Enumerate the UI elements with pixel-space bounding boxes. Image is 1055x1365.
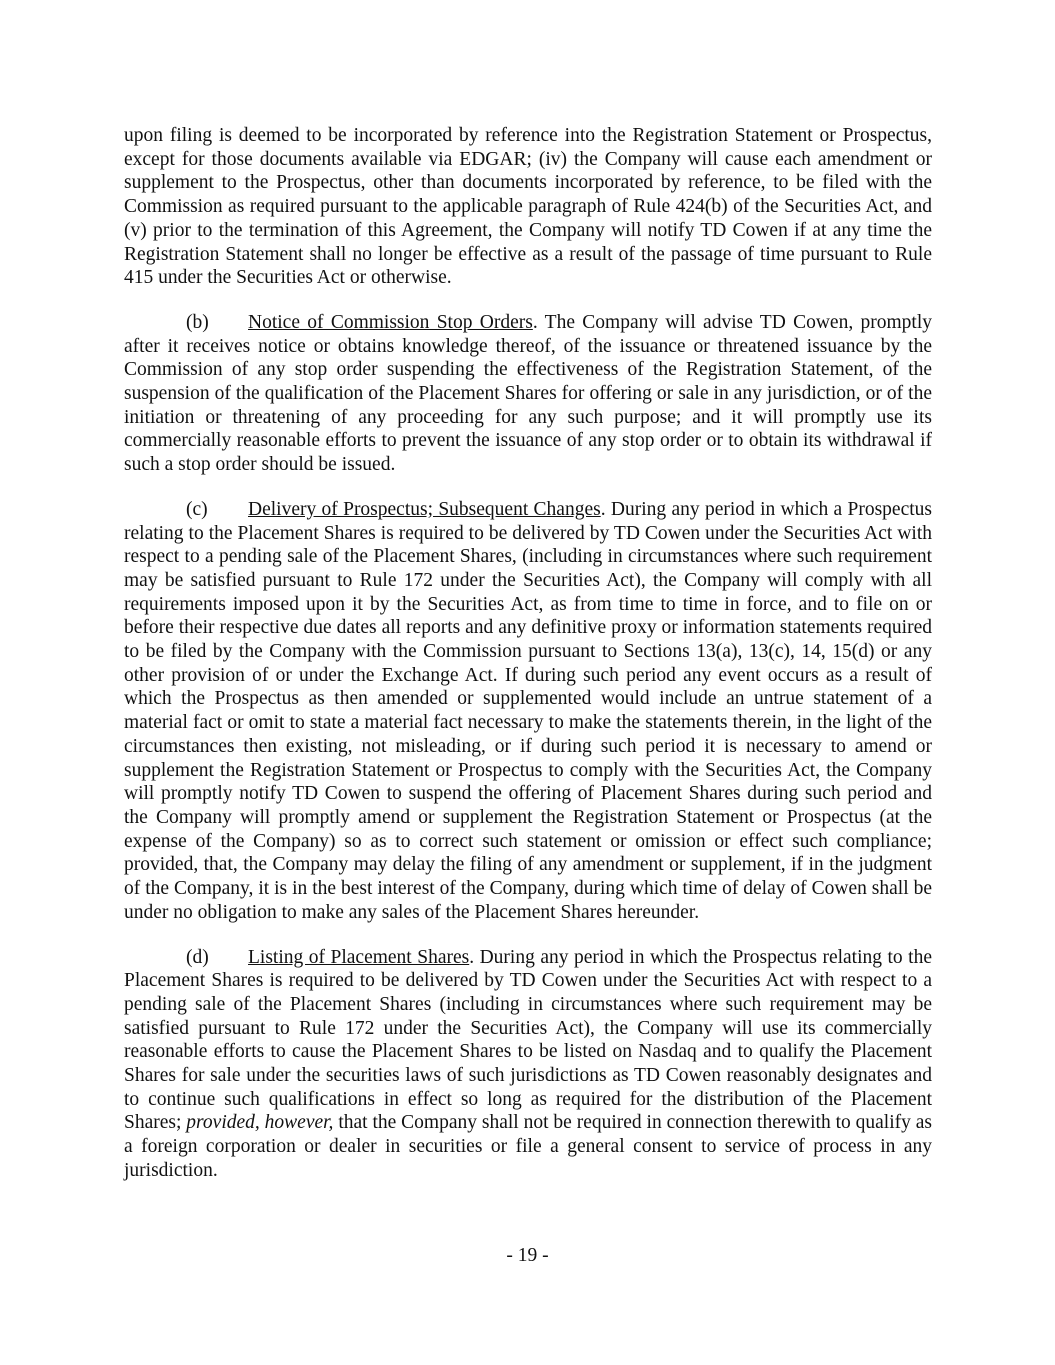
continuation-paragraph: upon filing is deemed to be incorporated by reference into the Registration Statement or Prospectus, except for those documents available via EDGAR; (iv) the Company will cause each amendment or supplement to the Prospectus, other than documents incorporated by reference, to be filed with the Commission as required pursuant to the applicable paragraph of Rule 424(b) of the Securities Act, and (v) prior to the termination of this Agreement, the Company will notify TD Cowen if at any time the Registration Statement shall no longer be effective as a result of the passage of time pursuant to Rule 415 under the Securities Act or otherwise. (124, 125, 932, 289)
section-body-italic: provided, however, (186, 1112, 334, 1134)
section-body: . The Company will advise TD Cowen, promptly after it receives notice or obtains knowledge thereof, of the issuance or threatened issuance by the Commission of any stop order suspending the effectiveness of the Registration Statement, of the suspension of the qualification of the Placement Shares for offering or sale in any jurisdiction, or of the initiation or threatening of any proceeding for any such purpose; and it will promptly use its commercially reasonable efforts to prevent the issuance of any stop order or to obtain its withdrawal if such a stop order should be issued. (124, 311, 932, 476)
page-number: - 19 - (506, 1245, 549, 1266)
section-number: (d) (186, 946, 209, 968)
section-d-paragraph (124, 946, 932, 1183)
section-heading: Notice of Commission Stop Orders (248, 311, 533, 333)
section-number: (c) (186, 498, 208, 520)
section-heading: Listing of Placement Shares (248, 946, 470, 968)
section-c-paragraph (124, 498, 932, 925)
section-body: . During any period in which a Prospectus relating to the Placement Shares is required to be delivered by TD Cowen under the Securities Act with respect to a pending sale of the Placement Shares, (including in circumstances where such requirement may be satisfied pursuant to Rule 172 under the Securities Act), the Company will comply with all requirements imposed upon it by the Securities Act, as from time to time in force, and to file on or before their respective due dates all reports and any definitive proxy or information statements required to be filed by the Company with the Commission pursuant to Sections 13(a), 13(c), 14, 15(d) or any other provision of or under the Exchange Act. If during such period any event occurs as a result of which the Prospectus as then amended or supplemented would include an untrue statement of a material fact or omit to state a material fact necessary to make the statements therein, in the light of the circumstances then existing, not misleading, or if during such period it is necessary to amend or supplement the Registration Statement or Prospectus to comply with the Securities Act, the Company will promptly notify TD Cowen to suspend the offering of Placement Shares during such period and the Company will promptly amend or supplement the Registration Statement or Prospectus (at the expense of the Company) so as to correct such statement or omission or effect such compliance; provided, that, the Company may delay the filing of any amendment or supplement, if in the judgment of the Company, it is in the best interest of the Company, during which time of delay of Cowen shall be under no obligation to make any sales of the Placement Shares hereunder. (124, 498, 932, 923)
section-body: . During any period in which the Prospectus relating to the Placement Shares is required to be delivered by TD Cowen under the Securities Act with respect to a pending sale of the Placement Shares (including in circumstances where such requirement may be satisfied pursuant to Rule 172 under the Securities Act), the Company will use its commercially reasonable efforts to cause the Placement Shares to be listed on Nasdaq and to qualify the Placement Shares for sale under the securities laws of such jurisdictions as TD Cowen reasonably designates and to continue such qualifications in effect so long as required for the distribution of the Placement Shares; (124, 946, 933, 1134)
section-heading: Delivery of Prospectus; Subsequent Changes (248, 498, 601, 520)
section-number: (b) (186, 311, 209, 333)
document-page (124, 124, 932, 1204)
section-body: that the Company shall not be required in connection therewith to qualify as a foreign corporation or dealer in securities or file a general consent to service of process in any jurisdiction. (124, 1112, 933, 1181)
section-b-paragraph (124, 311, 932, 477)
